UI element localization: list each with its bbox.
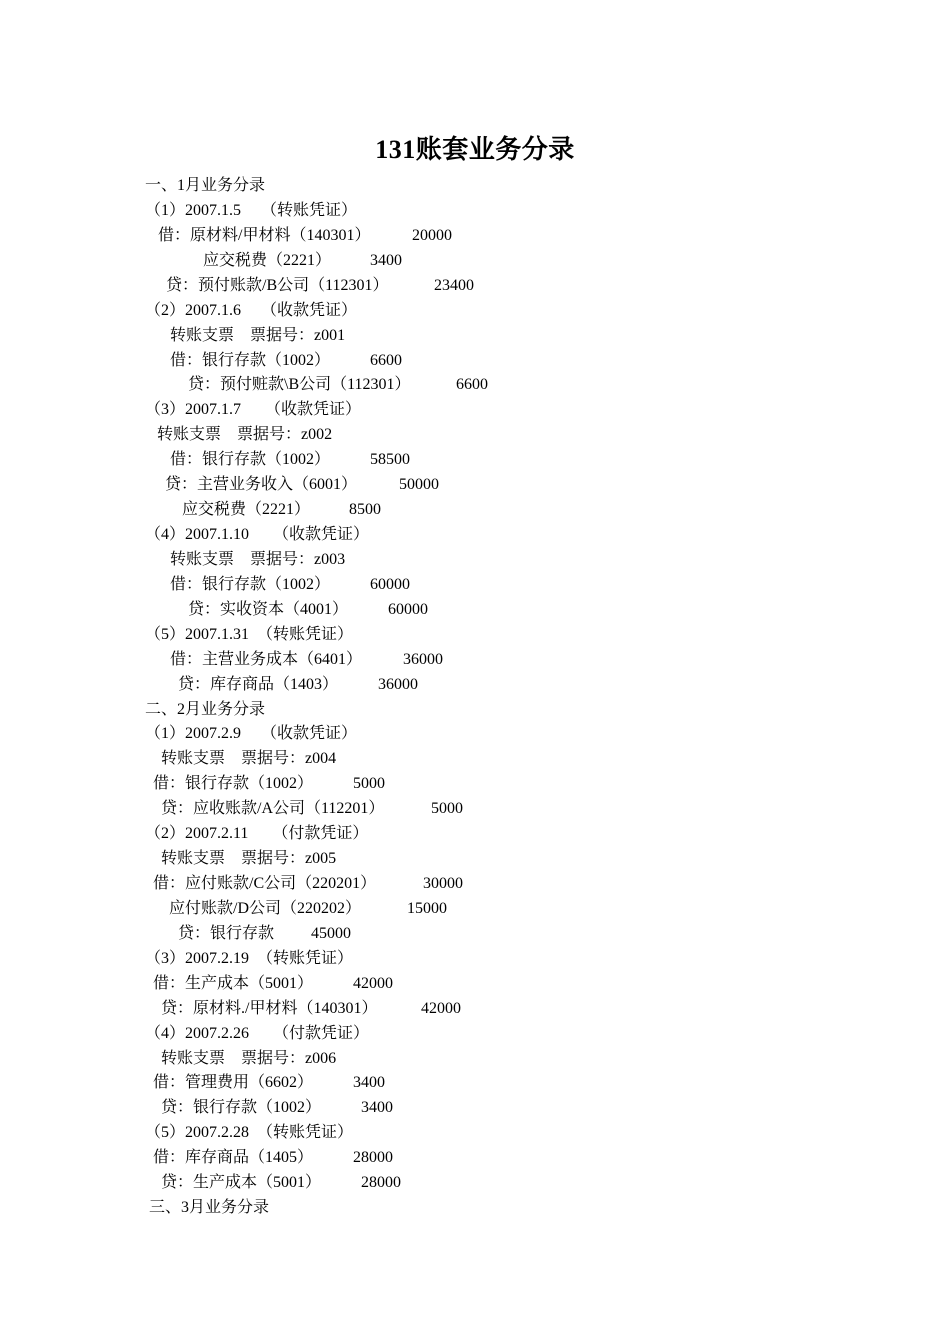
- entry-amount: 36000: [378, 676, 418, 693]
- entry-line: （2）2007.2.11 （付款凭证）: [145, 825, 369, 842]
- entry-line: 一、1月业务分录: [145, 177, 266, 194]
- entry-amount: 15000: [407, 900, 447, 917]
- entry-amount: 6600: [456, 376, 488, 393]
- entry-amount: 20000: [412, 227, 452, 244]
- entry-line: 借：银行存款（1002）: [153, 775, 314, 792]
- entry-line: 转账支票 票据号：z005: [161, 850, 337, 867]
- document-title: 131账套业务分录: [375, 135, 575, 164]
- entry-line: 应交税费（2221）: [203, 252, 332, 269]
- entry-line: 借：原材料/甲材料（140301）: [158, 227, 371, 244]
- entry-line: 贷：库存商品（1403）: [178, 676, 339, 693]
- entry-line: 转账支票 票据号：z003: [170, 551, 346, 568]
- entry-amount: 58500: [370, 451, 410, 468]
- entry-line: （2）2007.1.6 （收款凭证）: [145, 302, 358, 319]
- entry-line: 借：银行存款（1002）: [170, 451, 331, 468]
- entry-line: 借：生产成本（5001）: [153, 975, 314, 992]
- entry-line: 转账支票 票据号：z001: [170, 327, 346, 344]
- entry-line: 应交税费（2221）: [182, 501, 311, 518]
- entry-amount: 60000: [388, 601, 428, 618]
- entry-line: 借：管理费用（6602）: [153, 1074, 314, 1091]
- entry-amount: 8500: [349, 501, 381, 518]
- entry-line: （1）2007.1.5 （转账凭证）: [145, 202, 358, 219]
- entry-line: 贷：主营业务收入（6001）: [165, 476, 358, 493]
- entry-line: 借：主营业务成本（6401）: [170, 651, 363, 668]
- entry-line: 转账支票 票据号：z002: [157, 426, 333, 443]
- entry-line: 借：银行存款（1002）: [170, 576, 331, 593]
- entry-line: （1）2007.2.9 （收款凭证）: [145, 725, 358, 742]
- entry-line: 贷：预付赃款\B公司（112301）: [188, 376, 411, 393]
- entry-amount: 6600: [370, 352, 402, 369]
- entry-amount: 5000: [353, 775, 385, 792]
- entry-line: （4）2007.1.10 （收款凭证）: [145, 526, 370, 543]
- entry-line: 贷：实收资本（4001）: [188, 601, 349, 618]
- entry-amount: 3400: [370, 252, 402, 269]
- entry-amount: 5000: [431, 800, 463, 817]
- entry-line: 贷：银行存款（1002）: [161, 1099, 322, 1116]
- entry-line: 转账支票 票据号：z004: [161, 750, 337, 767]
- entry-amount: 28000: [353, 1149, 393, 1166]
- entry-amount: 42000: [353, 975, 393, 992]
- entry-amount: 28000: [361, 1174, 401, 1191]
- entry-line: （5）2007.1.31 （转账凭证）: [145, 626, 354, 643]
- entry-line: （5）2007.2.28 （转账凭证）: [145, 1124, 354, 1141]
- entry-line: 应付账款/D公司（220202）: [169, 900, 362, 917]
- entry-line: 借：库存商品（1405）: [153, 1149, 314, 1166]
- entry-amount: 23400: [434, 277, 474, 294]
- entry-line: （3）2007.2.19 （转账凭证）: [145, 950, 354, 967]
- entry-amount: 30000: [423, 875, 463, 892]
- entry-line: （3）2007.1.7 （收款凭证）: [145, 401, 362, 418]
- entry-line: 贷：预付账款/B公司（112301）: [166, 277, 389, 294]
- entry-line: 三、3月业务分录: [149, 1199, 270, 1216]
- entry-line: 贷：应收账款/A公司（112201）: [161, 800, 385, 817]
- entry-amount: 42000: [421, 1000, 461, 1017]
- entry-line: 二、2月业务分录: [145, 701, 266, 718]
- entry-amount: 3400: [361, 1099, 393, 1116]
- entry-amount: 3400: [353, 1074, 385, 1091]
- entry-line: 借：应付账款/C公司（220201）: [153, 875, 377, 892]
- entry-line: 转账支票 票据号：z006: [161, 1050, 337, 1067]
- entry-line: 贷：银行存款: [178, 925, 275, 942]
- entry-line: 借：银行存款（1002）: [170, 352, 331, 369]
- entry-line: （4）2007.2.26 （付款凭证）: [145, 1025, 370, 1042]
- entry-line: 贷：生产成本（5001）: [161, 1174, 322, 1191]
- entry-amount: 36000: [403, 651, 443, 668]
- entry-amount: 60000: [370, 576, 410, 593]
- entry-amount: 45000: [311, 925, 351, 942]
- entry-amount: 50000: [399, 476, 439, 493]
- entry-line: 贷：原材料./甲材料（140301）: [161, 1000, 378, 1017]
